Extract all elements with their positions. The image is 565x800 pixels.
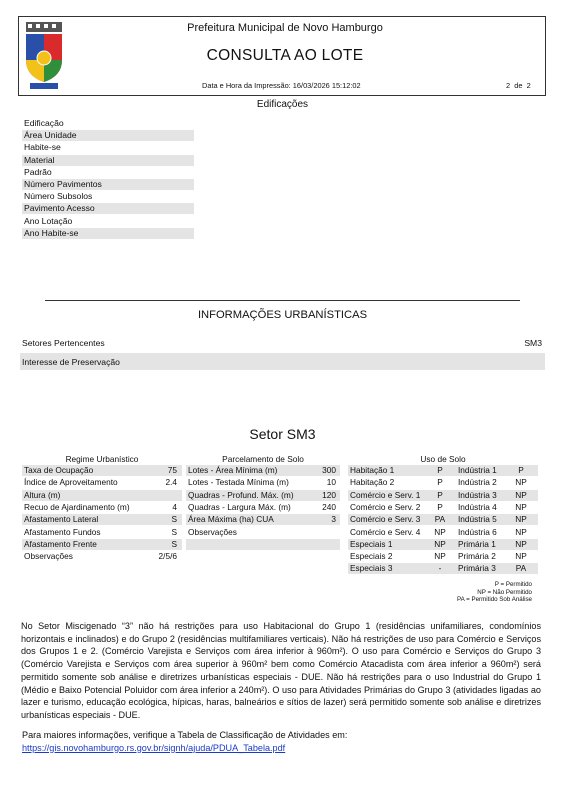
edificacao-field: Pavimento Acesso (22, 203, 194, 214)
parcelamento-label: Observações (188, 526, 237, 537)
parcelamento-row (186, 490, 340, 501)
uso-value-b: PA (515, 563, 527, 574)
interesse-label: Interesse de Preservação (22, 357, 120, 367)
uso-label-a: Especiais 2 (350, 551, 393, 562)
page-title: CONSULTA AO LOTE (206, 47, 364, 64)
uso-row (348, 539, 538, 550)
regime-value: 4 (172, 501, 177, 512)
parcelamento-row (186, 514, 340, 525)
uso-label-b: Indústria 6 (458, 526, 497, 537)
uso-value-a: P (437, 489, 443, 500)
regime-label: Recuo de Ajardinamento (m) (24, 501, 130, 512)
legend-item: P = Permitido (494, 581, 532, 588)
edificacao-field: Edificação (24, 118, 64, 128)
uso-value-a: NP (434, 526, 446, 537)
edificacao-field: Número Pavimentos (22, 179, 194, 190)
edificacao-field: Número Subsolos (24, 191, 93, 202)
uso-label-a: Especiais 3 (350, 563, 393, 574)
edificacao-field: Material (22, 155, 194, 166)
regime-row (22, 465, 182, 476)
parcelamento-value: 3 (331, 514, 336, 525)
parcelamento-value: 10 (326, 477, 336, 488)
uso-value-a: PA (434, 514, 446, 525)
regime-label: Afastamento Fundos (24, 526, 101, 537)
edificacao-field: Padrão (24, 166, 52, 177)
edificacao-field: Ano Lotação (24, 215, 73, 226)
uso-value-b: NP (515, 514, 527, 525)
uso-row (348, 490, 538, 501)
uso-row (348, 477, 538, 488)
regime-row (22, 539, 182, 550)
uso-value-a: P (437, 477, 443, 488)
uso-label-b: Primária 2 (458, 551, 496, 562)
uso-label-a: Habitação 1 (350, 465, 395, 475)
edificacao-field: Ano Habite-se (22, 228, 194, 239)
uso-label-b: Indústria 4 (458, 501, 497, 512)
uso-row (348, 465, 538, 476)
more-info (22, 729, 347, 754)
setor-title: Setor SM3 (249, 426, 316, 442)
uso-label-a: Comércio e Serv. 3 (350, 514, 421, 525)
parcelamento-value: 240 (322, 501, 336, 512)
print-datetime (202, 81, 361, 90)
uso-label-a: Habitação 2 (350, 477, 395, 488)
uso-row (348, 563, 538, 574)
uso-value-a: P (437, 501, 443, 512)
regime-value: 75 (167, 465, 177, 475)
parcelamento-value: 300 (322, 465, 336, 475)
regime-value: 2.4 (165, 477, 177, 488)
page-current: 2 (506, 81, 511, 90)
uso-value-b: NP (515, 501, 527, 512)
edificacao-field: Habite-se (24, 142, 61, 153)
uso-row (348, 502, 538, 513)
regime-value: S (171, 538, 177, 549)
uso-legend (400, 581, 532, 604)
urbanisticas-title: INFORMAÇÕES URBANÍSTICAS (197, 309, 368, 321)
coat-of-arms-logo (22, 20, 66, 92)
uso-value-b: NP (515, 551, 527, 562)
uso-label-b: Primária 3 (458, 563, 496, 574)
parcelamento-row (186, 477, 340, 488)
uso-label-b: Primária 1 (458, 538, 496, 549)
uso-row (348, 514, 538, 525)
regime-label: Afastamento Lateral (24, 514, 99, 525)
page-sep: de (514, 81, 523, 90)
uso-label-b: Indústria 3 (458, 489, 497, 500)
uso-value-b: NP (515, 538, 527, 549)
section-divider (45, 300, 520, 301)
uso-value-a: - (438, 563, 442, 574)
legend-item: PA = Permitido Sob Análise (456, 596, 532, 604)
regime-value: 2/5/6 (158, 551, 177, 562)
more-info-text: Para maiores informações, verifique a Tabela de Classificação de Atividades em: (22, 730, 348, 740)
regime-row (22, 551, 182, 562)
uso-value-b: NP (515, 489, 527, 500)
setor-description: No Setor Miscigenado “3” não há restrições para uso Habitacional do Grupo 1 (residências unifamiliares, condomínios horizontais e inclinados) e do Grupo 2 (residências multifamiliares verticais). Não há restrições de uso para Comércio e Serviços dos Grupos 1 e 2. (Comércio Varejista e Serviços com área inferior à 960m²). O uso para Comércio e Serviços do Grupo 3 (Comércio Varejista e Serviços com área superior à 960m² bem como Comércio Atacadista com área inferior a 960m²) será permitido somente sob análise e diretrizes urbanísticas especiais - DUE. Não há restrições para o uso Industrial do Grupo 1 (Médio e Baixo Potencial Poluidor com área inferior a 240m²). O uso para Atividades Primárias do Grupo 3 (atividades ligadas ao lazer e turismo, educação ecológica, hípicas, haras, balneários e sítios de lazer) será permitido somente sob análise e diretrizes urbanísticas especiais - DUE. (21, 621, 541, 720)
setores-value: SM3 (524, 338, 542, 348)
parcelamento-label: Quadras - Profund. Máx. (m) (188, 489, 294, 500)
regime-label: Observações (24, 551, 73, 562)
uso-label-a: Comércio e Serv. 4 (350, 526, 421, 537)
page-indicator (506, 81, 531, 90)
regime-row (22, 490, 182, 501)
uso-label-a: Comércio e Serv. 1 (350, 489, 421, 500)
uso-value-a: P (437, 465, 443, 475)
edificacao-field: Área Unidade (22, 130, 194, 141)
uso-value-a: NP (434, 538, 446, 549)
regime-row (22, 527, 182, 538)
interesse-row (20, 353, 545, 370)
parcelamento-label: Lotes - Área Mínima (m) (188, 465, 278, 475)
uso-row (348, 551, 538, 562)
municipality-name: Prefeitura Municipal de Novo Hamburgo (187, 22, 383, 34)
uso-value-b: P (518, 465, 524, 475)
parcelamento-row (186, 465, 340, 476)
uso-label-b: Indústria 1 (458, 465, 497, 475)
regime-value: S (171, 526, 177, 537)
regime-row (22, 514, 182, 525)
parcelamento-value: 120 (322, 489, 336, 500)
uso-title: Uso de Solo (420, 454, 466, 464)
parcelamento-row (186, 527, 340, 538)
parcelamento-title: Parcelamento de Solo (222, 454, 304, 464)
edificacoes-title: Edificações (256, 99, 309, 110)
page-total: 2 (526, 81, 531, 90)
regime-title: Regime Urbanístico (65, 454, 139, 464)
regime-row (22, 477, 182, 488)
uso-label-b: Indústria 5 (458, 514, 497, 525)
uso-label-b: Indústria 2 (458, 477, 497, 488)
parcelamento-label: Área Máxima (ha) CUA (188, 514, 274, 525)
parcelamento-label: Quadras - Largura Máx. (m) (188, 501, 291, 512)
regime-label: Afastamento Frente (24, 538, 97, 549)
uso-value-a: NP (434, 551, 446, 562)
print-value: 16/03/2026 15:12:02 (292, 81, 361, 90)
uso-label-a: Especiais 1 (350, 538, 393, 549)
uso-row (348, 527, 538, 538)
parcelamento-empty-row (186, 539, 340, 550)
regime-label: Taxa de Ocupação (24, 465, 94, 475)
regime-label: Índice de Aproveitamento (24, 477, 118, 488)
regime-label: Altura (m) (24, 489, 61, 500)
print-label: Data e Hora da Impressão: (202, 81, 291, 90)
setores-label: Setores Pertencentes (22, 338, 105, 348)
parcelamento-row (186, 502, 340, 513)
pdua-table-link[interactable]: https://gis.novohamburgo.rs.gov.br/signh/ajuda/PDUA_Tabela.pdf (22, 742, 286, 753)
uso-label-a: Comércio e Serv. 2 (350, 501, 421, 512)
uso-value-b: NP (515, 526, 527, 537)
uso-value-b: NP (515, 477, 527, 488)
regime-row (22, 502, 182, 513)
parcelamento-label: Lotes - Testada Mínima (m) (188, 477, 289, 488)
regime-value: S (171, 514, 177, 525)
legend-item: NP = Não Permitido (477, 588, 532, 596)
